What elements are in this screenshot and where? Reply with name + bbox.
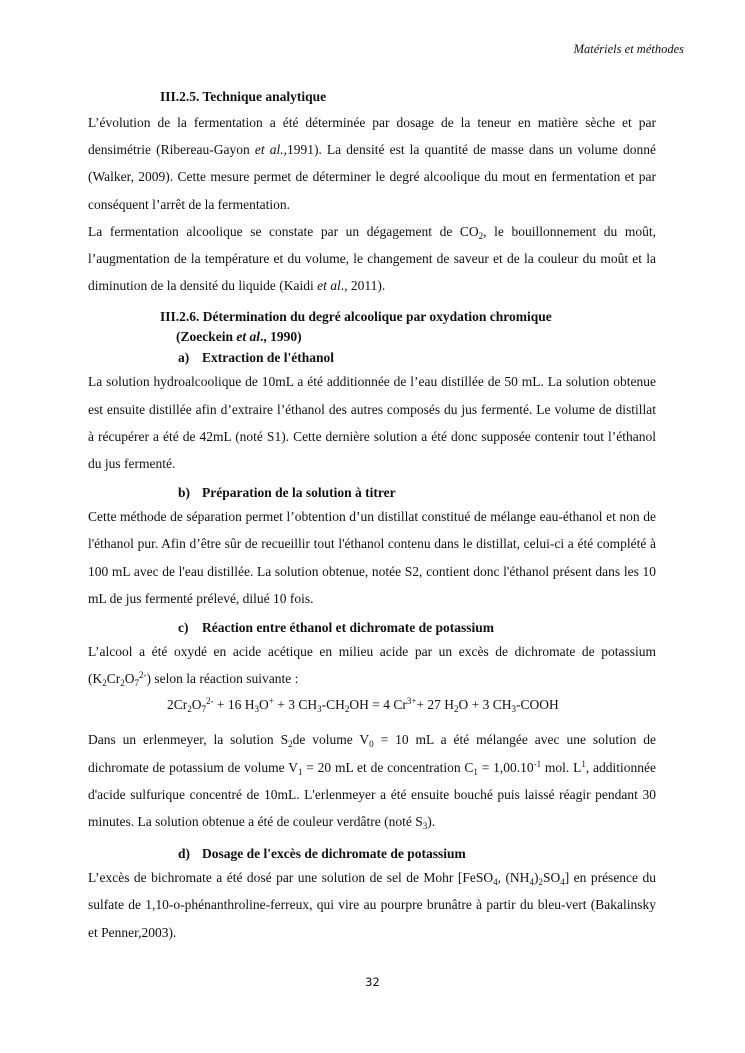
section-heading-3-2-5: III.2.5. Technique analytique	[160, 89, 327, 104]
paragraph-erlenmeyer: Dans un erlenmeyer, la solution $S_2de$ volume $V_0 = 10$ mL a été mélangée avec une solution de dichromate de potassium de volume $V_1 = 20$ mL et de concentration $C_1 = 1,00.10^{-1}$ mol. $L^1$, additionnée d'acide sulfurique concentré de 10mL. L'erlenmeyer a été ensuite bouché puis laissé réagir pendant 30 minutes. La solution obtenue a été de couleur verdâtre (noté $S_3$).	[88, 732, 656, 832]
running-header: Matériels et méthodes	[573, 42, 684, 56]
paragraph-fermentation-alcoolique: La fermentation alcoolique se constate par un dégagement de $CO_2$, le bouillonnement du moût, l’augmentation de la température et du volume, le changement de saveur et de la couleur du moût et la diminution de la densité du liquide (Kaidi et al., 2011).	[88, 223, 656, 294]
page-number: 32	[365, 975, 380, 989]
subheading-b: b) Préparation de la solution à titrer	[178, 485, 396, 501]
subheading-a: a) Extraction de l'éthanol	[178, 350, 334, 366]
paragraph-preparation: Cette méthode de séparation permet l’obtention d’un distillat constitué de mélange eau-éthanol et non de l'éthanol pur. Afin d’être sûr de recueillir tout l'éthanol contenu dans le distillat, celui-ci a été complété à 100 mL avec de l'eau distillée. La solution obtenue, notée S2, contient donc l'éthanol présent dans les 10 mL de jus fermenté prélevé, dilué 10 fois.	[88, 509, 656, 606]
subheading-d: d) Dosage de l'excès de dichromate de potassium	[178, 846, 466, 862]
section-heading-reference: (Zoeckein et al., 1990)	[176, 329, 302, 345]
page-body	[88, 87, 656, 946]
reaction-equation: $2Cr_2O_7^{2-} + 16$ $H_3O^+ + 3$ $CH_3-CH_2OH = 4$ $Cr^{3+}+ 27$ $H_2O + 3$ $CH_3$-COOH	[167, 696, 559, 715]
paragraph-extraction: La solution hydroalcoolique de 10mL a été additionnée de l’eau distillée de 50 mL. La solution obtenue est ensuite distillée afin d’extraire l’éthanol des autres composés du jus fermenté. Le volume de distillat à récupérer a été de 42mL (noté S1). Cette dernière solution a été donc supposée contenir tout l’éthanol du jus fermenté.	[88, 374, 656, 472]
paragraph-dosage: L’excès de bichromate a été dosé par une solution de sel de Mohr [FeSO$_4$, $(NH_4)_2SO_4$] en présence du sulfate de 1,10-o-phénanthroline-ferreux, qui vire au pourpre brunâtre à partir du bleu-vert (Bakalinsky et Penner,2003).	[88, 870, 656, 940]
subheading-c: c) Réaction entre éthanol et dichromate de potassium	[178, 620, 494, 636]
paragraph-oxydation: L’alcool a été oxydé en acide acétique en milieu acide par un excès de dichromate de potassium $(K_2Cr_2O_7^{2-})$ selon la réaction suivante :	[88, 644, 656, 689]
section-heading-3-2-6: III.2.6. Détermination du degré alcoolique par oxydation chromique	[160, 309, 552, 325]
paragraph-fermentation-evolution: L’évolution de la fermentation a été déterminée par dosage de la teneur en matière sèche et par densimétrie (Ribereau-Gayon et al.,1991). La densité est la quantité de masse dans un volume donné (Walker, 2009). Cette mesure permet de déterminer le degré alcoolique du mout en fermentation et par conséquent l’arrêt de la fermentation.	[88, 115, 657, 212]
